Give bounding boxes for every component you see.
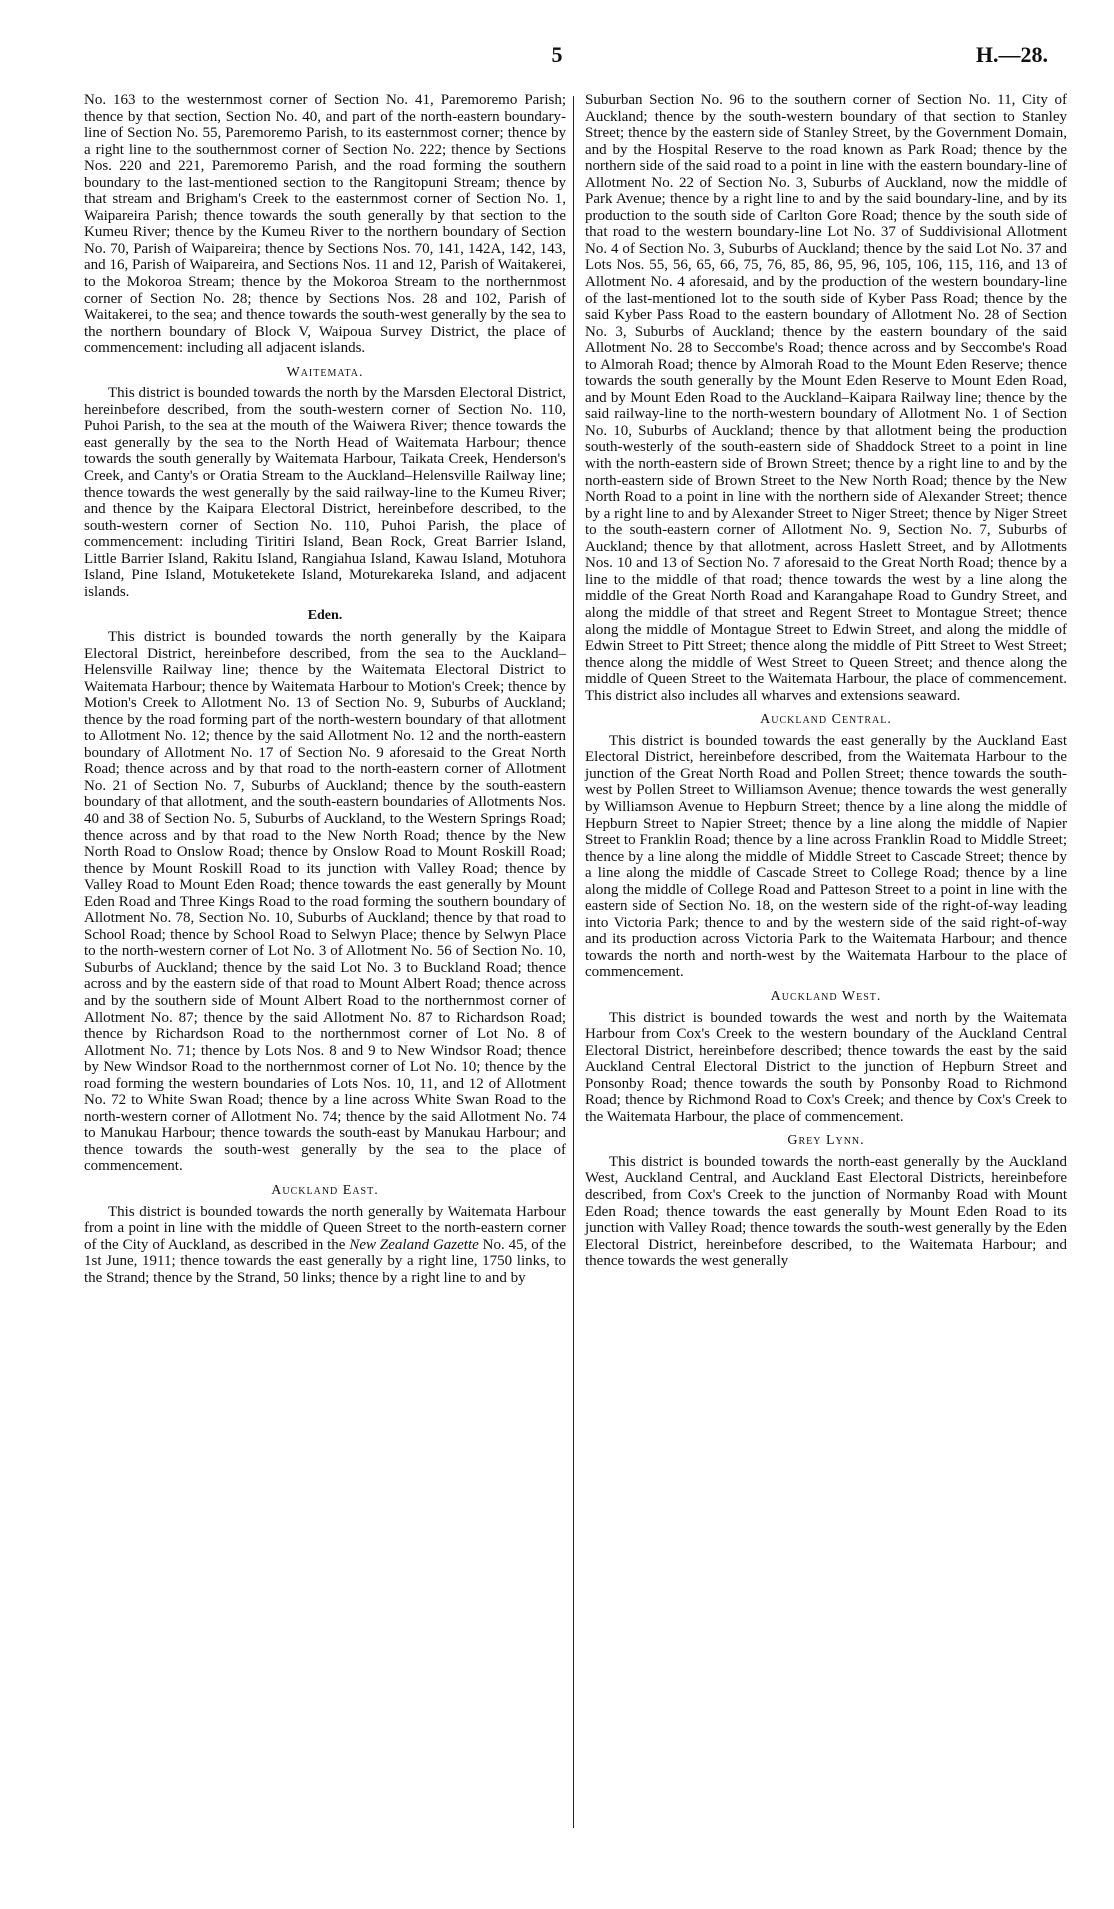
paragraph-waitemata: This district is bounded towards the north by the Marsden Electoral District, hereinbefore described, from the south-western corner of Section No. 110, Puhoi Parish, to the sea at the mouth of the Waiwera River; thence towards the east generally by the sea to the North Head of Waitemata Harbour; thence towards the south generally by Waitemata Harbour, Taikata Creek, Henderson's Creek, and Canty's or Oratia Stream to the Auckland–Helensville Railway line; thence towards the west generally by the said railway-line to the Kumeu River; and thence by the Kaipara Electoral District, hereinbefore described, to the south-western corner of Section No. 110, Puhoi Parish, the place of commencement: including Tiritiri Island, Bean Rock, Great Barrier Island, Little Barrier Island, Rakitu Island, Rangiahua Island, Kawau Island, Motuhora Island, Pine Island, Motuketekete Island, Moturekareka Island, and adjacent islands. [84,385,566,600]
left-column [84,92,566,1286]
document-reference: H.—28. [975,42,1048,67]
paragraph-auckland-west: This district is bounded towards the west and north by the Waitemata Harbour from Cox's Creek to the western boundary of the Auckland Central Electoral District, hereinbefore described; thence towards the east by the said Auckland Central Electoral District to the junction of Hepburn Street and Ponsonby Road; thence towards the south by Ponsonby Road to Richmond Road; thence by Richmond Road to Cox's Creek; and thence by Cox's Creek to the Waitemata Harbour, the place of commencement. [585,1009,1067,1125]
right-column [585,92,1067,1270]
continued-paragraph: No. 163 to the westernmost corner of Section No. 41, Paremoremo Parish; thence by that section, Section No. 40, and part of the north-eastern boundary-line of Section No. 55, Paremoremo Parish, to its easternmost corner; thence by a right line to the southernmost corner of Section No. 222; thence by Sections Nos. 220 and 221, Paremoremo Parish, and the road forming the southern boundary to the last-mentioned section to the Rangitopuni Stream; thence by that stream and Brigham's Creek to the easternmost corner of Section No. 1, Waipareira Parish; thence towards the south generally by that section to the Kumeu River; thence by the Kumeu River to the northern boundary of Section No. 70, Parish of Waipareira; thence by Sections Nos. 70, 141, 142A, 142, 143, and 16, Parish of Waipareira, and Sections Nos. 11 and 12, Parish of Waitakerei, to the Mokoroa Stream; thence by the Mokoroa Stream to the northernmost corner of Section No. 28; thence by Sections Nos. 28 and 102, Parish of Waitakerei, to the sea; and thence towards the south-west generally by the sea to the northern boundary of Block V, Waipoua Survey District, the place of commencement: including all adjacent islands. [84,92,566,357]
paragraph-eden: This district is bounded towards the north generally by the Kaipara Electoral District, hereinbefore described, from the sea to the Auckland–Helensville Railway line; thence by the Waitemata Electoral District to Waitemata Harbour; thence by Waitemata Harbour to Motion's Creek; thence by Motion's Creek to Allotment No. 13 of Section No. 9, Suburbs of Auckland; thence by the road forming part of the north-western boundary of that allotment to Allotment No. 12; thence by the said Allotment No. 12 and the north-eastern boundary of Allotment No. 17 of Section No. 9 aforesaid to the Great North Road; thence across and by that road to the north-eastern corner of Allotment No. 21 of Section No. 7, Suburbs of Auckland; thence by the south-eastern boundary of that allotment, and the south-eastern boundaries of Allotments Nos. 40 and 38 of Section No. 5, Suburbs of Auckland, to the Western Springs Road; thence across and by that road to the New North Road; thence by the New North Road to Onslow Road; thence by Onslow Road to Mount Roskill Road; thence by Mount Roskill Road to its junction with Valley Road; thence by Valley Road to Mount Eden Road; thence towards the east generally by Mount Eden Road and Three Kings Road to the road forming the southern boundary of Allotment No. 78, Section No. 10, Suburbs of Auckland; thence by that road to School Road; thence by School Road to Selwyn Place; thence by Selwyn Place to the north-western corner of Lot No. 3 of Allotment No. 56 of Section No. 10, Suburbs of Auckland; thence by the said Lot No. 3 to Buckland Road; thence across and by the eastern side of that road to Mount Albert Road; thence across and by the southern side of Mount Albert Road to the northernmost corner of Allotment No. 87; thence by the said Allotment No. 87 to Richardson Road; thence by Richardson Road to the northernmost corner of Lot No. 8 of Allotment No. 71; thence by Lots Nos. 8 and 9 to New Windsor Road; thence by New Windsor Road to the northernmost corner of Lot No. 10; thence by the road forming the western boundaries of Lots Nos. 10, 11, and 12 of Allotment No. 72 to White Swan Road; thence by a line across White Swan Road to the north-western corner of Allotment No. 74; thence by the said Allotment No. 74 to Manukau Harbour; thence towards the south-east by Manukau Harbour; and thence towards the south-west generally by the sea to the place of commencement. [84,628,566,1175]
heading-auckland-east: Auckland East. [271,1183,379,1198]
paragraph-grey-lynn: This district is bounded towards the north-east generally by the Auckland West, Auckland Central, and Auckland East Electoral Districts, hereinbefore described, from Cox's Creek to the junction of Normanby Road with Mount Eden Road; thence towards the east generally by Mount Eden Road to its junction with Valley Road; thence towards the south-west generally by the Eden Electoral District, hereinbefore described, to the Waitemata Harbour; and thence towards the west generally [585,1153,1067,1270]
continued-paragraph-right: Suburban Section No. 96 to the southern corner of Section No. 11, City of Auckland; thence by the south-western boundary of that section to Stanley Street; thence by the eastern side of Stanley Street, by the Government Domain, and by the Hospital Reserve to the road known as Park Road; thence by the northern side of the said road to a point in line with the eastern boundary-line of Allotment No. 22 of Section No. 3, Suburbs of Auckland, now the middle of Park Avenue; thence by a right line to and by the said boundary-line, and by its production to the south side of Carlton Gore Road; thence by the south side of that road to the western boundary-line Lot No. 37 of Suddivisional Allotment No. 4 of Section No. 3, Suburbs of Auckland; thence by the said Lot No. 37 and Lots Nos. 55, 56, 65, 66, 75, 76, 85, 86, 95, 96, 105, 106, 115, 116, and 13 of Allotment No. 4 aforesaid, and by the production of the western boundary-line of the last-mentioned lot to the south side of Kyber Pass Road; thence by the said Kyber Pass Road to the eastern boundary of Allotment No. 28 of Section No. 3, Suburbs of Auckland; thence by the eastern boundary of the said Allotment No. 28 to Seccombe's Road; thence across and by Seccombe's Road to Almorah Road; thence by Almorah Road to the Mount Eden Reserve; thence towards the south generally by the Mount Eden Reserve to Mount Eden Road, and by Mount Eden Road to the Auckland–Kaipara Railway line; thence by the said railway-line to the north-western boundary of Allotment No. 1 of Section No. 10, Suburbs of Auckland; thence by that allotment being the production south-westerly of the south-eastern side of Shaddock Street to a point in line with the north-eastern side of Brown Street; thence by a right line to and by the north-eastern side of Brown Street to the New North Road; thence by the New North Road to a point in line with the northern side of Alexander Street; thence by a right line to and by Alexander Street to Niger Street; thence by Niger Street to the south-eastern corner of Allotment No. 9, Section No. 7, Suburbs of Auckland; thence by that allotment, across Haslett Street, and by Allotments Nos. 10 and 13 of Section No. 7 aforesaid to the Great North Road; thence by a line to the middle of that road; thence towards the west by a line along the middle of the Great North Road and Karangahape Road to Gundry Street, and along the middle of that street and Regent Street to Montague Street; thence along the middle of Montague Street to Edwin Street, and along the middle of Edwin Street to Pitt Street; thence along the middle of Pitt Street to West Street; thence along the middle of West Street to Queen Street; and thence along the middle of Queen Street to the Waitemata Harbour, the place of commencement. This district also includes all wharves and extensions seaward. [585,92,1067,704]
gazette-title: New Zealand Gazette [349,1236,479,1253]
column-divider [573,96,574,1828]
paragraph-auckland-central: This district is bounded towards the east generally by the Auckland East Electoral District, hereinbefore described, from the Waitemata Harbour to the junction of the Great North Road and Pollen Street; thence towards the south-west by Pollen Street to Williamson Avenue; thence towards the west generally by Williamson Avenue to Hepburn Street; thence by a line along the middle of Hepburn Street to Napier Street; thence by a line along the middle of Napier Street to Franklin Road; thence by a line across Franklin Road to Middle Street; thence by a line along the middle of Middle Street to Cascade Street; thence by a line along the middle of Cascade Street to College Road; thence by a line along the middle of College Road and Patteson Street to a point in line with the eastern side of Section No. 18, on the western side of the right-of-way leading into Victoria Park; thence to and by the western side of the said right-of-way and its production across Victoria Park to the Waitemata Harbour; and thence towards the north and north-west by the Waitemata Harbour to the place of commencement. [585,732,1067,981]
heading-grey-lynn: Grey Lynn. [787,1133,865,1149]
page-number: 5 [551,42,563,67]
paragraph-auckland-east [84,1204,566,1287]
auckland-east-text-2: No. 45, of the 1st June, 1911; thence towards the east generally by a right line, 1750 links, to the Strand; thence by the Strand, 50 links; thence by a right line to and by [84,1236,567,1286]
auckland-east-text-1: This district is bounded towards the north generally by Waitemata Harbour from a point in line with the middle of Queen Street to the north-eastern corner of the City of Auckland, as described in the [84,1203,566,1253]
heading-eden: Eden. [307,608,343,624]
heading-auckland-central: Auckland Central. [760,712,892,728]
heading-auckland-west: Auckland West. [770,988,882,1004]
heading-waitemata: Waitemata. [286,364,364,380]
